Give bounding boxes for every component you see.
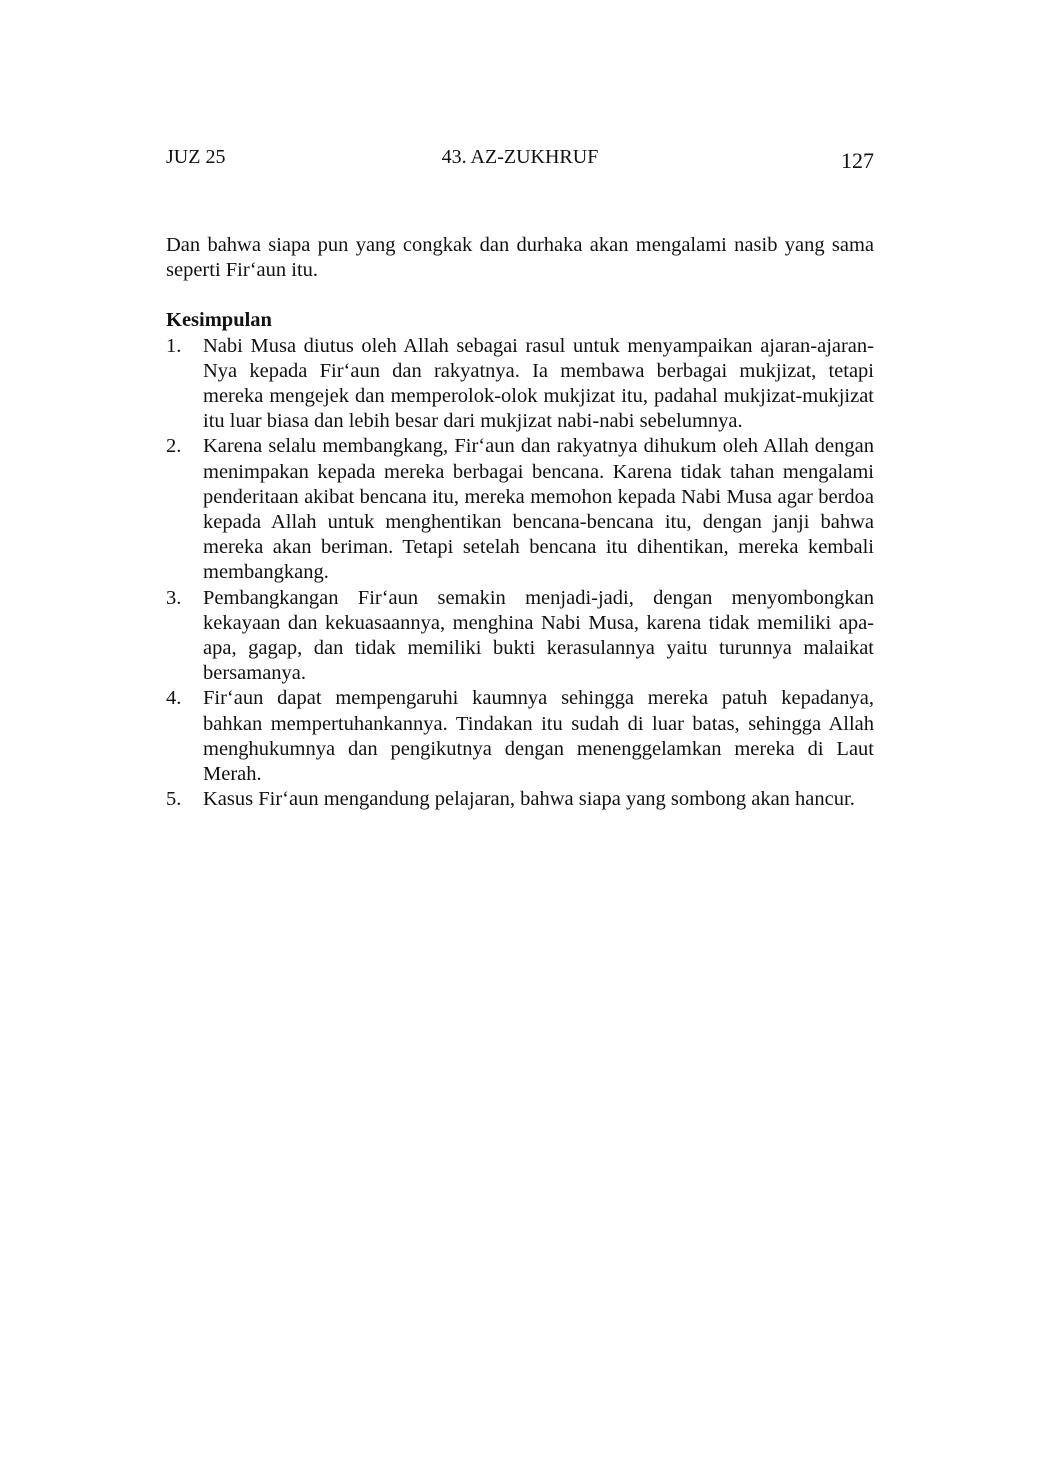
list-item xyxy=(166,334,874,435)
list-item-number: 4. xyxy=(166,687,182,710)
list-item-text: Fir‘aun dapat mempengaruhi kaumnya sehingga mereka patuh kepadanya, bahkan mempertuhankannya. Tindakan itu sudah di luar batas, sehingga Allah menghukumnya dan pengikutnya dengan menenggelamkan mereka di Laut Merah. xyxy=(203,687,874,786)
page-number: 127 xyxy=(841,148,874,173)
running-header xyxy=(166,144,874,176)
list-item-number: 1. xyxy=(166,334,182,357)
conclusion-heading: Kesimpulan xyxy=(166,309,272,332)
list-item-text: Pembangkangan Fir‘aun semakin menjadi-jadi, dengan menyombongkan kekayaan dan kekuasaannya, menghina Nabi Musa, karena tidak memiliki apa-apa, gagap, dan tidak memiliki bukti kerasulannya yaitu turunnya malaikat bersamanya. xyxy=(203,586,874,685)
list-item xyxy=(166,586,874,687)
list-item xyxy=(166,434,874,585)
list-item-text: Karena selalu membangkang, Fir‘aun dan rakyatnya dihukum oleh Allah dengan menimpakan kepada mereka berbagai bencana. Karena tidak tahan mengalami penderitaan akibat bencana itu, mereka memohon kepada Nabi Musa agar berdoa kepada Allah untuk menghentikan bencana-bencana itu, dengan janji bahwa mereka akan beriman. Tetapi setelah bencana itu dihentikan, mereka kembali membangkang. xyxy=(203,435,874,584)
list-item xyxy=(166,787,874,812)
list-item-number: 5. xyxy=(166,788,182,811)
list-item-text: Kasus Fir‘aun mengandung pelajaran, bahwa siapa yang sombong akan hancur. xyxy=(203,788,855,811)
intro-paragraph: Dan bahwa siapa pun yang congkak dan durhaka akan mengalami nasib yang sama seperti Fir‘aun itu. xyxy=(166,234,874,282)
conclusion-list xyxy=(166,334,874,813)
page-content xyxy=(166,233,874,812)
list-item-number: 2. xyxy=(166,435,182,458)
list-item xyxy=(166,686,874,787)
list-item-number: 3. xyxy=(166,586,182,609)
surah-title: 43. AZ-ZUKHRUF xyxy=(441,146,599,168)
list-item-text: Nabi Musa diutus oleh Allah sebagai rasul untuk menyampaikan ajaran-ajaran-Nya kepada Fir‘aun dan rakyatnya. Ia membawa berbagai mukjizat, tetapi mereka mengejek dan memperolok-olok mukjizat itu, padahal mukjizat-mukjizat itu luar biasa dan lebih besar dari mukjizat nabi-nabi sebelumnya. xyxy=(203,334,874,433)
juz-label: JUZ 25 xyxy=(166,146,226,168)
